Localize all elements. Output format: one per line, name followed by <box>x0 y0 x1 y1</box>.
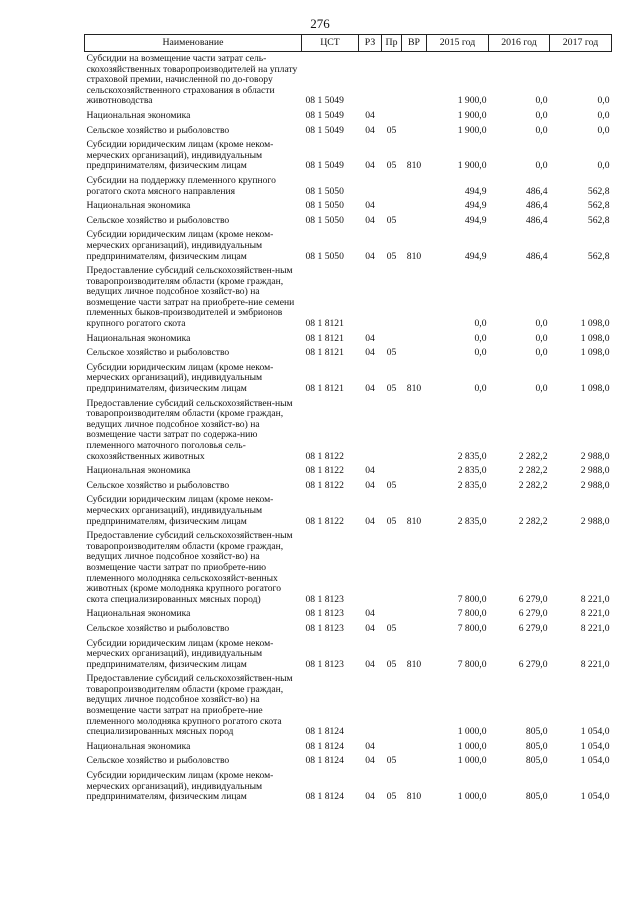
table-row <box>85 740 612 755</box>
cell-vr <box>402 622 427 637</box>
cell-2015: 1 000,0 <box>457 755 487 767</box>
cell-2015: 0,0 <box>474 332 487 344</box>
cell-2015: 1 000,0 <box>457 791 487 803</box>
cell-2015: 1 900,0 <box>457 109 487 121</box>
cell-rz: 04 <box>365 124 375 136</box>
cell-2015: 2 835,0 <box>457 479 487 491</box>
cell-2016: 6 279,0 <box>518 658 548 670</box>
cell-vr <box>402 464 427 479</box>
cell-name: Субсидии юридическим лицам (кроме неком-мерческих организаций), индивидуальным предпринимателям, физическим лицам <box>86 361 274 395</box>
cell-2016: 0,0 <box>535 347 548 359</box>
cell-rz: 04 <box>365 214 375 226</box>
table-row <box>85 138 612 174</box>
cell-vr: 810 <box>406 160 422 172</box>
cell-2016: 805,0 <box>525 791 548 803</box>
cell-vr <box>402 174 427 199</box>
cell-2016: 6 279,0 <box>518 608 548 620</box>
cell-2017: 1 054,0 <box>580 726 610 738</box>
cell-pr: 05 <box>386 622 397 634</box>
cell-cst: 08 1 5049 <box>305 160 344 172</box>
cell-cst: 08 1 8123 <box>305 622 344 634</box>
cell-2017: 2 988,0 <box>580 479 610 491</box>
cell-name: Предоставление субсидий сельскохозяйствен-ным товаропроизводителям области (кроме граждан, ведущих личное подсобное хозяйст-во) на возмещение части затрат по содержа-нию племенного маточного поголовья сель-скохозяйственных животных <box>86 397 293 462</box>
table-row <box>85 769 612 805</box>
cell-2016: 0,0 <box>535 160 548 172</box>
cell-cst: 08 1 8122 <box>305 515 344 527</box>
cell-2017: 8 221,0 <box>580 593 610 605</box>
cell-2017: 1 098,0 <box>580 347 610 359</box>
cell-rz <box>359 672 382 740</box>
cell-pr: 05 <box>386 658 397 670</box>
cell-pr <box>382 529 402 607</box>
table-row <box>85 493 612 529</box>
cell-rz: 04 <box>365 608 375 620</box>
cell-2016: 486,4 <box>525 214 548 226</box>
cell-2017: 2 988,0 <box>580 515 610 527</box>
cell-cst: 08 1 8121 <box>305 332 344 344</box>
cell-rz: 04 <box>365 465 375 477</box>
cell-rz: 04 <box>365 332 375 344</box>
cell-2017: 1 098,0 <box>580 332 610 344</box>
table-row <box>85 214 612 229</box>
cell-2015: 7 800,0 <box>457 658 487 670</box>
cell-cst: 08 1 8124 <box>305 755 344 767</box>
cell-cst: 08 1 5050 <box>305 214 344 226</box>
cell-cst: 08 1 8124 <box>305 726 344 738</box>
table-row <box>85 622 612 637</box>
cell-name: Национальная экономика <box>86 200 191 212</box>
cell-pr: 05 <box>386 250 397 262</box>
cell-rz: 04 <box>365 740 375 752</box>
cell-2016: 486,4 <box>525 250 548 262</box>
cell-vr: 810 <box>406 515 422 527</box>
table-row <box>85 529 612 607</box>
cell-pr <box>382 174 402 199</box>
cell-vr <box>402 264 427 332</box>
table-row <box>85 464 612 479</box>
cell-rz: 04 <box>365 658 375 670</box>
cell-2017: 562,8 <box>587 214 610 226</box>
table-row <box>85 754 612 769</box>
table-row <box>85 52 612 109</box>
cell-name: Национальная экономика <box>86 608 191 620</box>
cell-2015: 494,9 <box>464 214 487 226</box>
cell-rz: 04 <box>365 383 375 395</box>
cell-2015: 0,0 <box>474 318 487 330</box>
cell-2017: 0,0 <box>597 95 610 107</box>
cell-2015: 2 835,0 <box>457 465 487 477</box>
cell-cst: 08 1 8121 <box>305 318 344 330</box>
cell-rz: 04 <box>365 479 375 491</box>
cell-cst: 08 1 8122 <box>305 450 344 462</box>
cell-cst: 08 1 8121 <box>305 383 344 395</box>
cell-cst: 08 1 5049 <box>305 109 344 121</box>
cell-2015: 1 900,0 <box>457 95 487 107</box>
cell-2017: 8 221,0 <box>580 608 610 620</box>
cell-cst: 08 1 5050 <box>305 200 344 212</box>
cell-2015: 494,9 <box>464 185 487 197</box>
cell-cst: 08 1 8122 <box>305 479 344 491</box>
cell-pr <box>382 109 402 124</box>
cell-name: Субсидии юридическим лицам (кроме неком-мерческих организаций), индивидуальным предпринимателям, физическим лицам <box>86 229 274 262</box>
cell-vr <box>402 332 427 347</box>
cell-cst: 08 1 8122 <box>305 465 344 477</box>
cell-2016: 0,0 <box>535 124 548 136</box>
cell-cst: 08 1 8123 <box>305 658 344 670</box>
cell-name: Субсидии юридическим лицам (кроме неком-мерческих организаций), индивидуальным предпринимателям, физическим лицам <box>86 637 274 670</box>
table-body <box>85 52 612 805</box>
header-cst: ЦСТ <box>302 35 359 52</box>
cell-2017: 562,8 <box>587 250 610 262</box>
cell-name: Субсидии юридическим лицам (кроме неком-мерческих организаций), индивидуальным предпринимателям, физическим лицам <box>86 139 274 172</box>
cell-vr <box>402 109 427 124</box>
cell-rz <box>359 397 382 465</box>
cell-pr: 05 <box>386 124 397 136</box>
cell-vr <box>402 529 427 607</box>
cell-vr <box>402 214 427 229</box>
cell-2017: 0,0 <box>597 124 610 136</box>
cell-name: Сельское хозяйство и рыболовство <box>86 347 230 359</box>
cell-pr <box>382 397 402 465</box>
cell-rz: 04 <box>365 250 375 262</box>
table-row <box>85 332 612 347</box>
cell-name: Субсидии на поддержку племенного крупного рогатого скота мясного направления <box>86 174 276 197</box>
cell-2017: 2 988,0 <box>580 450 610 462</box>
cell-pr <box>382 464 402 479</box>
cell-name: Предоставление субсидий сельскохозяйствен-ным товаропроизводителям области (кроме граждан, ведущих личное подсобное хозяйст-во) на возмещение части затрат по приобрете-нию племенного молодняка сельскохозяйст-венных животных (кроме молодняка крупного рогатого скота специализированных мясных пород) <box>86 530 293 605</box>
table-row <box>85 672 612 740</box>
cell-2016: 0,0 <box>535 109 548 121</box>
cell-vr <box>402 346 427 361</box>
header-rz: РЗ <box>359 35 382 52</box>
cell-pr: 05 <box>386 479 397 491</box>
cell-rz <box>359 174 382 199</box>
cell-2017: 2 988,0 <box>580 465 610 477</box>
cell-cst: 08 1 8124 <box>305 791 344 803</box>
cell-pr: 05 <box>386 755 397 767</box>
cell-2015: 1 900,0 <box>457 160 487 172</box>
cell-vr <box>402 397 427 465</box>
cell-2017: 562,8 <box>587 200 610 212</box>
cell-2016: 0,0 <box>535 332 548 344</box>
table-row <box>85 199 612 214</box>
table-row <box>85 174 612 199</box>
cell-2015: 494,9 <box>464 250 487 262</box>
cell-2017: 8 221,0 <box>580 658 610 670</box>
cell-2016: 2 282,2 <box>518 465 548 477</box>
table-row <box>85 361 612 397</box>
cell-2017: 0,0 <box>597 109 610 121</box>
cell-cst: 08 1 8123 <box>305 608 344 620</box>
cell-2015: 1 000,0 <box>457 726 487 738</box>
cell-vr <box>402 672 427 740</box>
cell-cst: 08 1 5050 <box>305 250 344 262</box>
table-row <box>85 479 612 494</box>
cell-2015: 7 800,0 <box>457 608 487 620</box>
cell-rz: 04 <box>365 160 375 172</box>
cell-2015: 1 000,0 <box>457 740 487 752</box>
cell-pr <box>382 607 402 622</box>
cell-2016: 805,0 <box>525 740 548 752</box>
cell-pr <box>382 672 402 740</box>
cell-cst: 08 1 8124 <box>305 740 344 752</box>
cell-name: Сельское хозяйство и рыболовство <box>86 622 230 634</box>
table-row <box>85 109 612 124</box>
cell-2016: 2 282,2 <box>518 515 548 527</box>
cell-2015: 0,0 <box>474 383 487 395</box>
cell-2017: 0,0 <box>597 160 610 172</box>
cell-name: Субсидии юридическим лицам (кроме неком-мерческих организаций), индивидуальным предпринимателям, физическим лицам <box>86 770 274 803</box>
cell-name: Сельское хозяйство и рыболовство <box>86 214 230 226</box>
cell-vr <box>402 124 427 139</box>
cell-2017: 1 054,0 <box>580 791 610 803</box>
table-header-row <box>85 35 612 52</box>
cell-rz: 04 <box>365 347 375 359</box>
cell-2017: 1 054,0 <box>580 740 610 752</box>
cell-rz <box>359 264 382 332</box>
cell-rz: 04 <box>365 109 375 121</box>
cell-2017: 1 098,0 <box>580 383 610 395</box>
cell-rz: 04 <box>365 755 375 767</box>
cell-name: Национальная экономика <box>86 332 191 344</box>
cell-2016: 0,0 <box>535 318 548 330</box>
table-row <box>85 346 612 361</box>
cell-2016: 2 282,2 <box>518 479 548 491</box>
cell-pr <box>382 52 402 109</box>
cell-name: Сельское хозяйство и рыболовство <box>86 124 230 136</box>
cell-pr: 05 <box>386 383 397 395</box>
cell-vr: 810 <box>406 658 422 670</box>
cell-name: Сельское хозяйство и рыболовство <box>86 755 230 767</box>
table-row <box>85 397 612 465</box>
cell-name: Предоставление субсидий сельскохозяйствен-ным товаропроизводителям области (кроме граждан, ведущих личное подсобное хозяйст-во) на возмещение части затрат на приобрете-ние семени племенных быков-производителей и эмбрионов крупного рогатого скота <box>86 265 295 330</box>
cell-cst: 08 1 5049 <box>305 95 344 107</box>
cell-rz: 04 <box>365 791 375 803</box>
cell-2016: 0,0 <box>535 383 548 395</box>
cell-vr: 810 <box>406 383 422 395</box>
cell-2015: 0,0 <box>474 347 487 359</box>
header-pr: Пр <box>382 35 402 52</box>
table-row <box>85 228 612 264</box>
cell-2016: 2 282,2 <box>518 450 548 462</box>
cell-pr: 05 <box>386 160 397 172</box>
cell-2015: 494,9 <box>464 200 487 212</box>
table-row <box>85 124 612 139</box>
cell-vr <box>402 199 427 214</box>
cell-2016: 6 279,0 <box>518 622 548 634</box>
header-2015: 2015 год <box>427 35 489 52</box>
cell-2015: 1 900,0 <box>457 124 487 136</box>
cell-pr: 05 <box>386 515 397 527</box>
cell-2015: 7 800,0 <box>457 593 487 605</box>
cell-2017: 1 054,0 <box>580 755 610 767</box>
cell-rz: 04 <box>365 200 375 212</box>
cell-2016: 486,4 <box>525 185 548 197</box>
cell-2016: 805,0 <box>525 726 548 738</box>
cell-pr <box>382 199 402 214</box>
header-vr: ВР <box>402 35 427 52</box>
cell-2017: 1 098,0 <box>580 318 610 330</box>
header-name: Наименование <box>85 35 302 52</box>
table-row <box>85 264 612 332</box>
cell-2015: 2 835,0 <box>457 515 487 527</box>
cell-2015: 7 800,0 <box>457 622 487 634</box>
header-2017: 2017 год <box>550 35 612 52</box>
cell-rz: 04 <box>365 622 375 634</box>
cell-vr <box>402 479 427 494</box>
table-row <box>85 637 612 673</box>
cell-rz <box>359 529 382 607</box>
cell-2016: 6 279,0 <box>518 593 548 605</box>
budget-table <box>84 34 612 805</box>
cell-vr: 810 <box>406 250 422 262</box>
cell-name: Предоставление субсидий сельскохозяйствен-ным товаропроизводителям области (кроме граждан, ведущих личное подсобное хозяйст-во) на возмещение части затрат на приобрете-ние племенного молодняка крупного рогатого скота специализированных мясных пород <box>86 673 293 738</box>
cell-pr <box>382 332 402 347</box>
cell-vr <box>402 52 427 109</box>
cell-name: Сельское хозяйство и рыболовство <box>86 479 230 491</box>
cell-pr: 05 <box>386 791 397 803</box>
cell-rz: 04 <box>365 515 375 527</box>
cell-name: Национальная экономика <box>86 465 191 477</box>
cell-2017: 562,8 <box>587 185 610 197</box>
cell-cst: 08 1 5049 <box>305 124 344 136</box>
cell-pr <box>382 264 402 332</box>
cell-pr: 05 <box>386 347 397 359</box>
cell-name: Национальная экономика <box>86 109 191 121</box>
cell-name: Субсидии юридическим лицам (кроме неком-мерческих организаций), индивидуальным предпринимателям, физическим лицам <box>86 494 274 527</box>
cell-2017: 8 221,0 <box>580 622 610 634</box>
cell-2016: 0,0 <box>535 95 548 107</box>
header-2016: 2016 год <box>489 35 550 52</box>
cell-pr: 05 <box>386 214 397 226</box>
cell-rz <box>359 52 382 109</box>
cell-cst: 08 1 5050 <box>305 185 344 197</box>
table-row <box>85 607 612 622</box>
cell-cst: 08 1 8121 <box>305 347 344 359</box>
cell-name: Субсидии на возмещение части затрат сель-скохозяйственных товаропроизводителей на уплату страховой премии, начисленной по до-говору сельскохозяйственного страхования в области животноводства <box>86 53 298 107</box>
cell-vr <box>402 607 427 622</box>
cell-vr <box>402 740 427 755</box>
cell-2016: 805,0 <box>525 755 548 767</box>
cell-vr: 810 <box>406 791 422 803</box>
cell-2016: 486,4 <box>525 200 548 212</box>
page-number: 276 <box>310 16 330 31</box>
cell-vr <box>402 754 427 769</box>
cell-cst: 08 1 8123 <box>305 593 344 605</box>
cell-pr <box>382 740 402 755</box>
cell-2015: 2 835,0 <box>457 450 487 462</box>
cell-name: Национальная экономика <box>86 740 191 752</box>
